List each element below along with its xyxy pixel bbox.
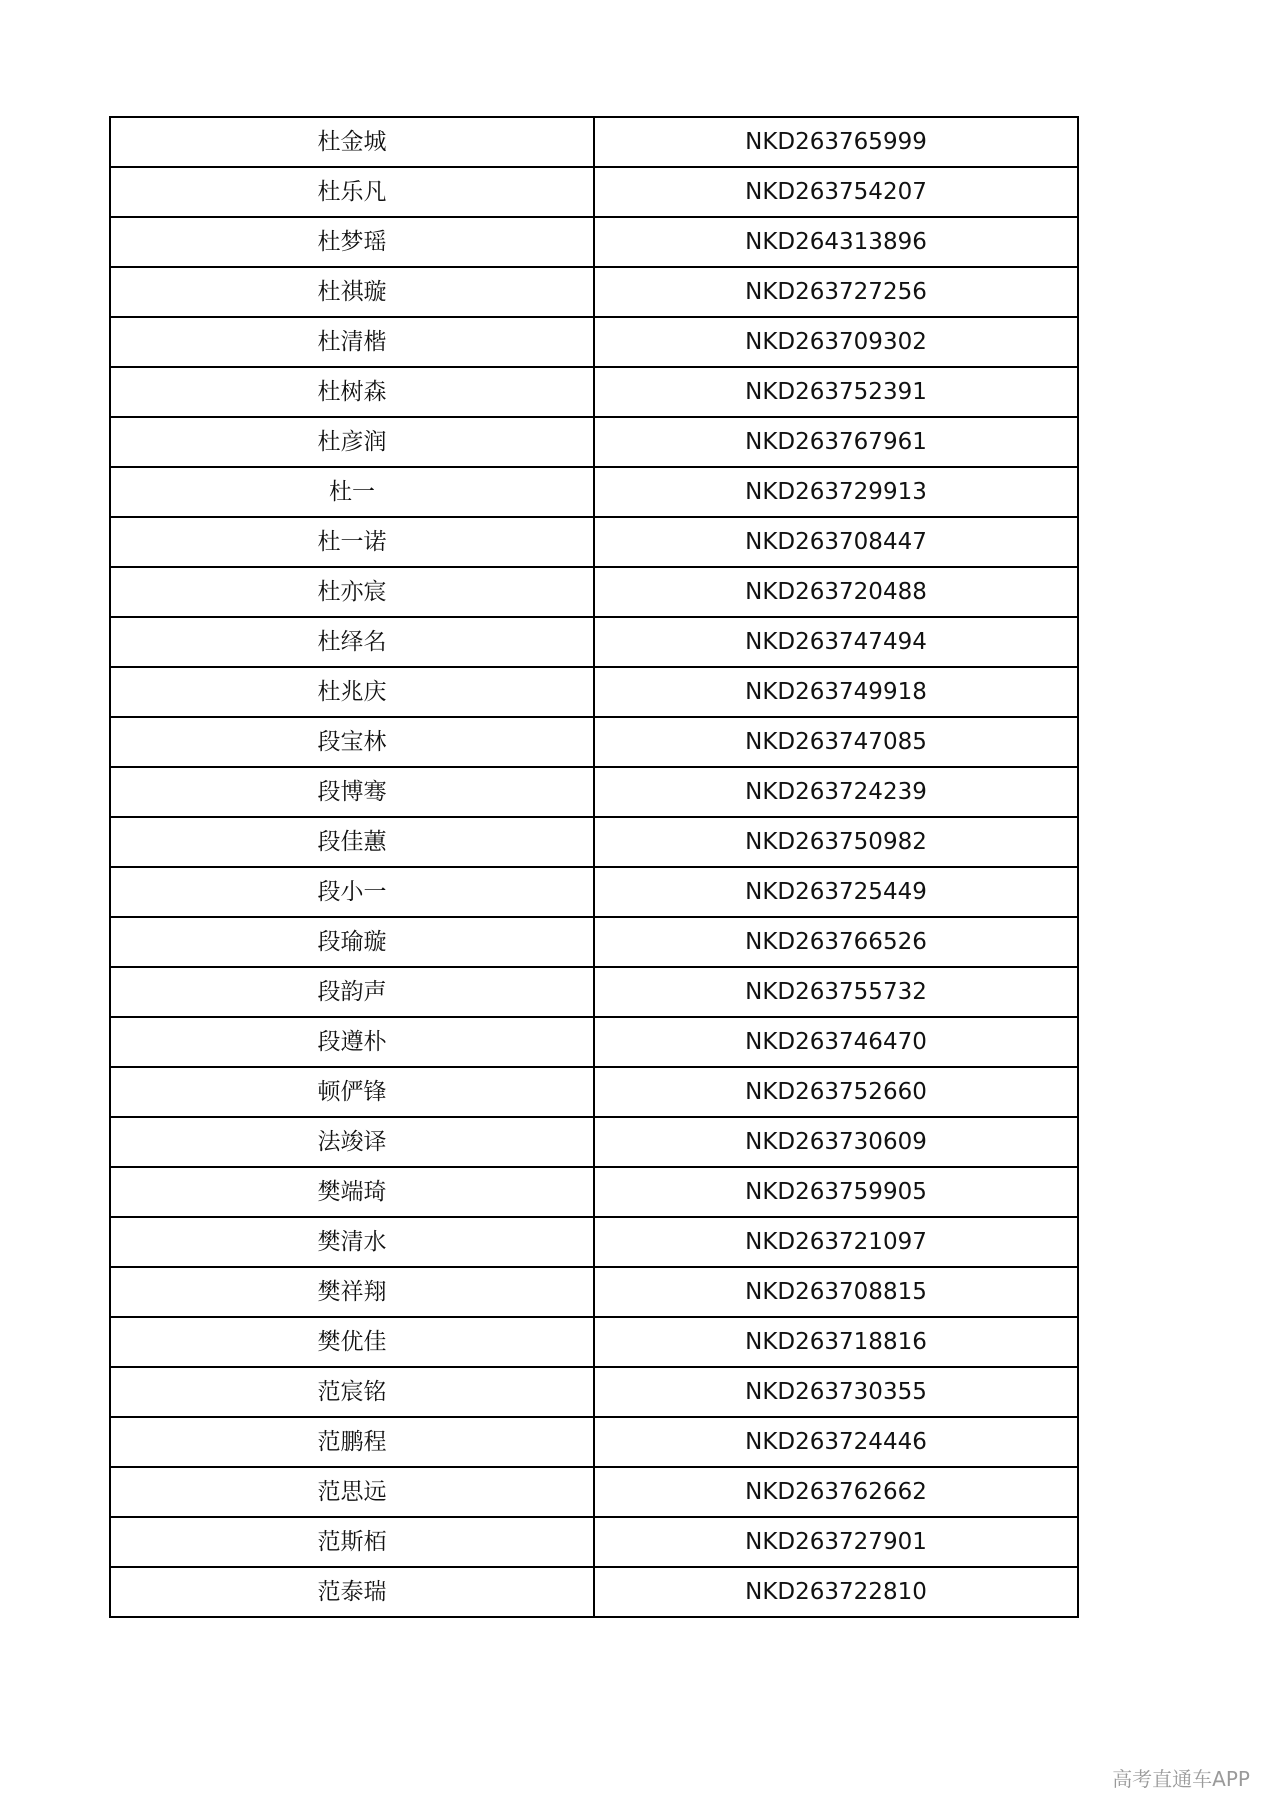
table-row [110, 1067, 1078, 1117]
code-cell: NKD263747494 [594, 617, 1078, 667]
name-cell: 法竣译 [110, 1117, 594, 1167]
code-cell: NKD263730355 [594, 1367, 1078, 1417]
name-cell: 范宸铭 [110, 1367, 594, 1417]
name-cell: 杜兆庆 [110, 667, 594, 717]
code-cell: NKD264313896 [594, 217, 1078, 267]
table-row [110, 1467, 1078, 1517]
name-cell: 杜清楷 [110, 317, 594, 367]
name-cell: 杜梦瑶 [110, 217, 594, 267]
name-cell: 顿俨锋 [110, 1067, 594, 1117]
code-cell: NKD263767961 [594, 417, 1078, 467]
code-cell: NKD263754207 [594, 167, 1078, 217]
watermark-text: 高考直通车APP [1112, 1767, 1250, 1791]
table-row [110, 267, 1078, 317]
code-cell: NKD263766526 [594, 917, 1078, 967]
name-cell: 范思远 [110, 1467, 594, 1517]
code-cell: NKD263709302 [594, 317, 1078, 367]
table-row [110, 167, 1078, 217]
name-cell: 杜一 [110, 467, 594, 517]
table-row [110, 1517, 1078, 1567]
code-cell: NKD263727256 [594, 267, 1078, 317]
code-cell: NKD263729913 [594, 467, 1078, 517]
code-cell: NKD263747085 [594, 717, 1078, 767]
name-cell: 杜乐凡 [110, 167, 594, 217]
name-cell: 段遵朴 [110, 1017, 594, 1067]
code-cell: NKD263752660 [594, 1067, 1078, 1117]
name-cell: 樊清水 [110, 1217, 594, 1267]
table-row [110, 1567, 1078, 1617]
name-cell: 杜彦润 [110, 417, 594, 467]
code-cell: NKD263708447 [594, 517, 1078, 567]
table-row [110, 1017, 1078, 1067]
name-cell: 樊端琦 [110, 1167, 594, 1217]
code-cell: NKD263759905 [594, 1167, 1078, 1217]
code-cell: NKD263724446 [594, 1417, 1078, 1467]
table-row [110, 1417, 1078, 1467]
name-cell: 范鹏程 [110, 1417, 594, 1467]
code-cell: NKD263722810 [594, 1567, 1078, 1617]
table-row [110, 367, 1078, 417]
name-cell: 樊优佳 [110, 1317, 594, 1367]
code-cell: NKD263721097 [594, 1217, 1078, 1267]
table-row [110, 817, 1078, 867]
name-cell: 杜树森 [110, 367, 594, 417]
table-row [110, 467, 1078, 517]
name-cell: 段韵声 [110, 967, 594, 1017]
name-cell: 杜祺璇 [110, 267, 594, 317]
name-cell: 杜一诺 [110, 517, 594, 567]
name-cell: 樊祥翔 [110, 1267, 594, 1317]
table-row [110, 417, 1078, 467]
table-row [110, 1117, 1078, 1167]
name-cell: 段小一 [110, 867, 594, 917]
table-body [110, 117, 1078, 1617]
code-cell: NKD263752391 [594, 367, 1078, 417]
code-cell: NKD263724239 [594, 767, 1078, 817]
table-row [110, 567, 1078, 617]
name-cell: 段佳蕙 [110, 817, 594, 867]
name-cell: 段博骞 [110, 767, 594, 817]
table-row [110, 517, 1078, 567]
table-row [110, 1167, 1078, 1217]
name-cell: 范斯栢 [110, 1517, 594, 1567]
table-row [110, 1317, 1078, 1367]
code-cell: NKD263762662 [594, 1467, 1078, 1517]
code-cell: NKD263746470 [594, 1017, 1078, 1067]
table-row [110, 967, 1078, 1017]
table-row [110, 667, 1078, 717]
code-cell: NKD263755732 [594, 967, 1078, 1017]
table-row [110, 1267, 1078, 1317]
name-code-table [109, 116, 1079, 1618]
table-row [110, 717, 1078, 767]
table-row [110, 1367, 1078, 1417]
name-cell: 杜亦宸 [110, 567, 594, 617]
name-cell: 杜金城 [110, 117, 594, 167]
code-cell: NKD263750982 [594, 817, 1078, 867]
code-cell: NKD263765999 [594, 117, 1078, 167]
table-row [110, 1217, 1078, 1267]
code-cell: NKD263749918 [594, 667, 1078, 717]
code-cell: NKD263725449 [594, 867, 1078, 917]
table-row [110, 867, 1078, 917]
table-row [110, 617, 1078, 667]
table-row [110, 917, 1078, 967]
table-row [110, 117, 1078, 167]
name-cell: 杜绎名 [110, 617, 594, 667]
code-cell: NKD263708815 [594, 1267, 1078, 1317]
code-cell: NKD263720488 [594, 567, 1078, 617]
name-cell: 段宝林 [110, 717, 594, 767]
code-cell: NKD263718816 [594, 1317, 1078, 1367]
code-cell: NKD263727901 [594, 1517, 1078, 1567]
table-row [110, 317, 1078, 367]
table-row [110, 767, 1078, 817]
name-cell: 段瑜璇 [110, 917, 594, 967]
table-row [110, 217, 1078, 267]
code-cell: NKD263730609 [594, 1117, 1078, 1167]
name-cell: 范泰瑞 [110, 1567, 594, 1617]
